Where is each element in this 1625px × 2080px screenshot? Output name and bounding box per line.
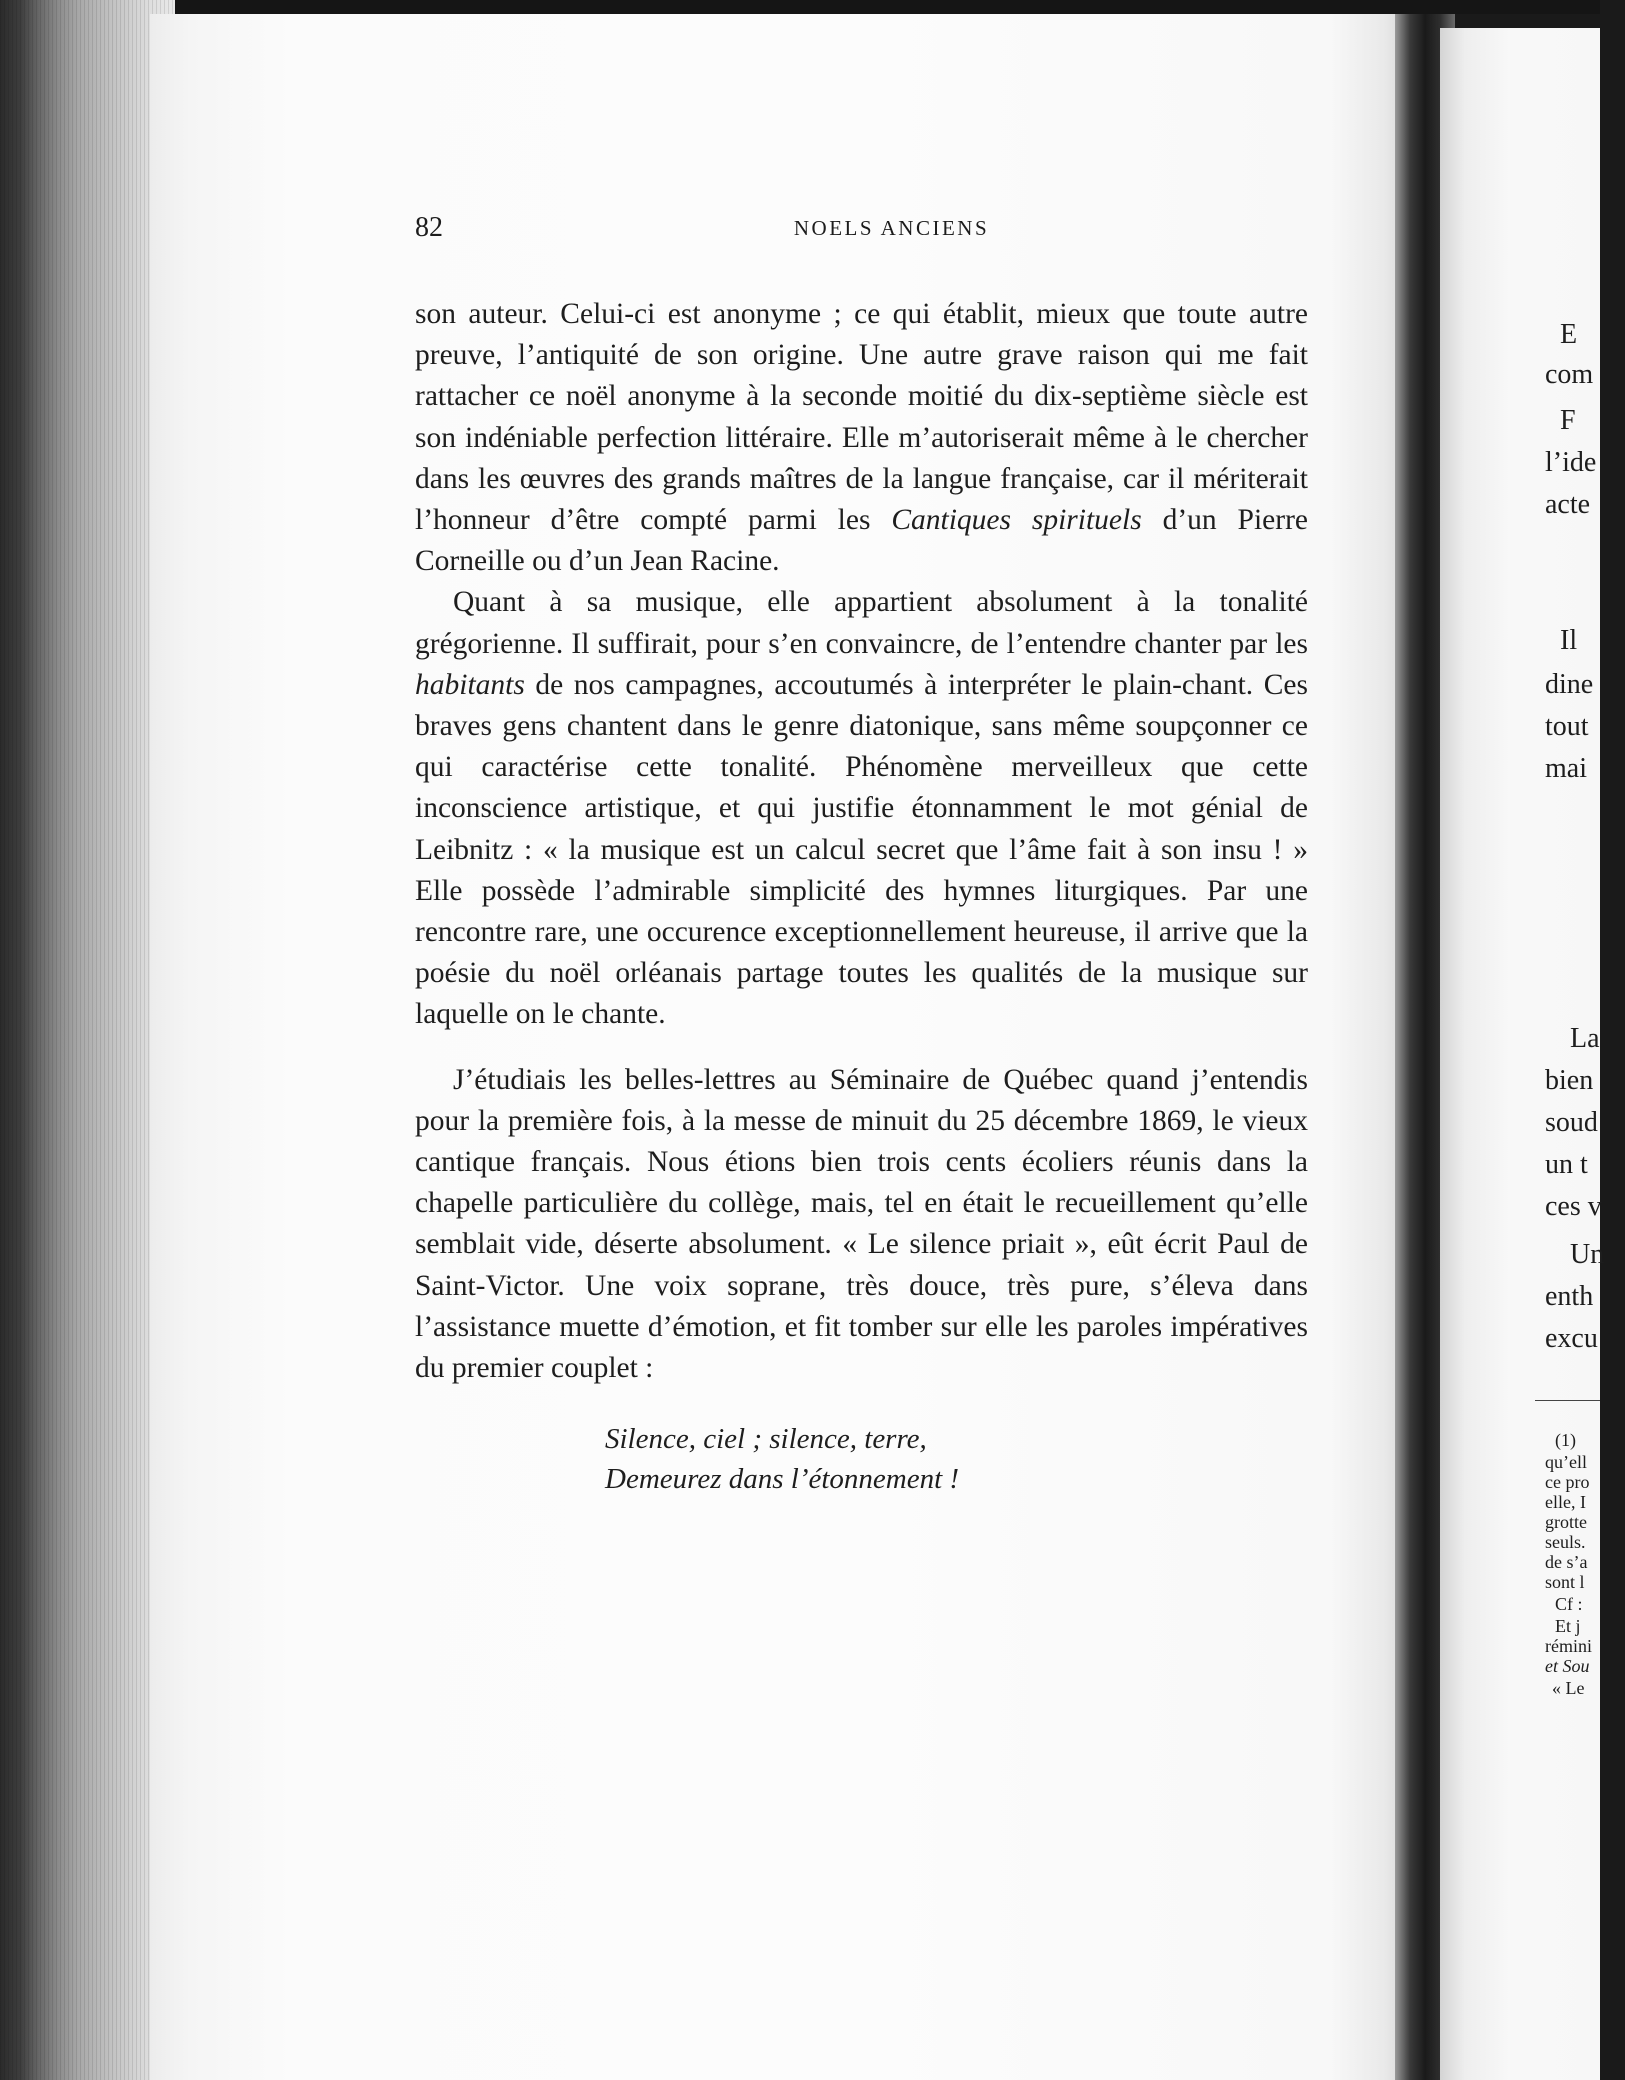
running-title: NOELS ANCIENS — [793, 216, 990, 240]
scanner-border — [0, 0, 1600, 14]
right-page-fragment: E — [1560, 319, 1578, 350]
footnote-fragment: grotte — [1545, 1512, 1587, 1532]
footnote-fragment: elle, I — [1545, 1492, 1586, 1512]
right-page-fragment: dine — [1545, 669, 1594, 700]
right-page-fragment: ces v — [1545, 1191, 1602, 1222]
footnote-fragment: seuls. — [1545, 1532, 1586, 1552]
paragraph-text: d’un Pierre Corneille ou d’un Jean Racine. — [415, 504, 1308, 578]
paragraph — [415, 1060, 1308, 1390]
paragraph — [415, 582, 1308, 1035]
right-page-fragment: acte — [1545, 489, 1591, 520]
right-page-fragment: bien — [1545, 1065, 1594, 1096]
paragraph-text: de nos campagnes, accoutumés à interpréter le plain-chant. Ces braves gens chantent dans le genre diatonique, sans même soupçonner ce qui caractérise cette tonalité. Phénomène merveilleux que cette inconscience artistique, et qui justifie étonnamment le mot génial de Leibnitz : « la musique est un calcul secret que l’âme fait à son insu ! » Elle possède l’admirable simplicité des hymnes liturgiques. Par une rencontre rare, une occurence exceptionnellement heureuse, il arrive que la poésie du noël orléanais partage toutes les qualités de la musique sur laquelle on le chante. — [415, 668, 1308, 1031]
verse-line: Silence, ciel ; silence, terre, — [605, 1423, 927, 1456]
italic-term: habitants — [415, 668, 525, 701]
right-page-fragment: tout — [1545, 711, 1589, 742]
right-page-fragment: mai — [1545, 753, 1587, 784]
page-edges — [0, 0, 175, 2080]
footnote-fragment: « Le — [1552, 1678, 1585, 1698]
right-page-fragment: com — [1545, 359, 1594, 390]
paragraph-text: Quant à sa musique, elle appartient absolument à la tonalité grégorienne. Il suffirait, pour s’en convaincre, de l’entendre chanter par les — [415, 586, 1308, 660]
footnote-fragment: ce pro — [1545, 1472, 1590, 1492]
paragraph-text: J’étudiais les belles-lettres au Séminaire de Québec quand j’entendis pour la première fois, à la messe de minuit du 25 décembre 1869, le vieux cantique français. Nous étions bien trois cents écoliers réunis dans la chapelle particulière du collège, mais, tel en était le recueillement qu’elle semblait vide, déserte absolument. « Le silence priait », eût écrit Paul de Saint-Victor. Une voix soprane, très douce, très pure, s’éleva dans l’assistance muette d’émotion, et fit tomber sur elle les paroles impératives du premier couplet : — [415, 1063, 1308, 1385]
italic-title: Cantiques spirituels — [891, 504, 1142, 537]
verse-quote — [605, 1419, 1308, 1499]
right-page-fragment: Un — [1570, 1239, 1605, 1270]
right-page-fragment: un t — [1545, 1149, 1588, 1180]
footnote-fragment: Et j — [1555, 1616, 1581, 1636]
paragraph-text: son auteur. Celui-ci est anonyme ; ce qui établit, mieux que toute autre preuve, l’antiquité de son origine. Une autre grave raison qui me fait rattacher ce noël anonyme à la seconde moitié du dix-septième siècle est son indéniable perfection littéraire. Elle m’autoriserait même à le chercher dans les œuvres des grands maîtres de la langue française, car il mériterait l’honneur d’être compté parmi les — [415, 298, 1308, 537]
footnote-fragment: de s’a — [1545, 1552, 1588, 1572]
footnote-fragment: Cf : — [1555, 1594, 1583, 1614]
footnote-fragment: sont l — [1545, 1572, 1585, 1592]
right-page-fragment: l’ide — [1545, 447, 1597, 478]
right-page-fragment: excu — [1545, 1323, 1598, 1354]
right-page-fragment: soud — [1545, 1107, 1598, 1138]
footnote-fragment: (1) — [1555, 1430, 1576, 1450]
right-page-fragment: F — [1560, 405, 1576, 436]
footnote-fragment: qu’ell — [1545, 1452, 1587, 1472]
page-number: 82 — [415, 212, 443, 243]
body-text — [415, 294, 1308, 1499]
footnote-fragment: rémini — [1545, 1636, 1592, 1656]
verse-line: Demeurez dans l’étonnement ! — [605, 1463, 960, 1496]
paragraph — [415, 294, 1308, 582]
page-header — [415, 212, 1308, 252]
footnote-rule — [1535, 1400, 1600, 1401]
right-page-fragment: La — [1570, 1023, 1600, 1054]
right-page-fragment: enth — [1545, 1281, 1594, 1312]
right-page-fragment: Il — [1560, 625, 1578, 656]
footnote-fragment: et Sou — [1545, 1656, 1590, 1676]
